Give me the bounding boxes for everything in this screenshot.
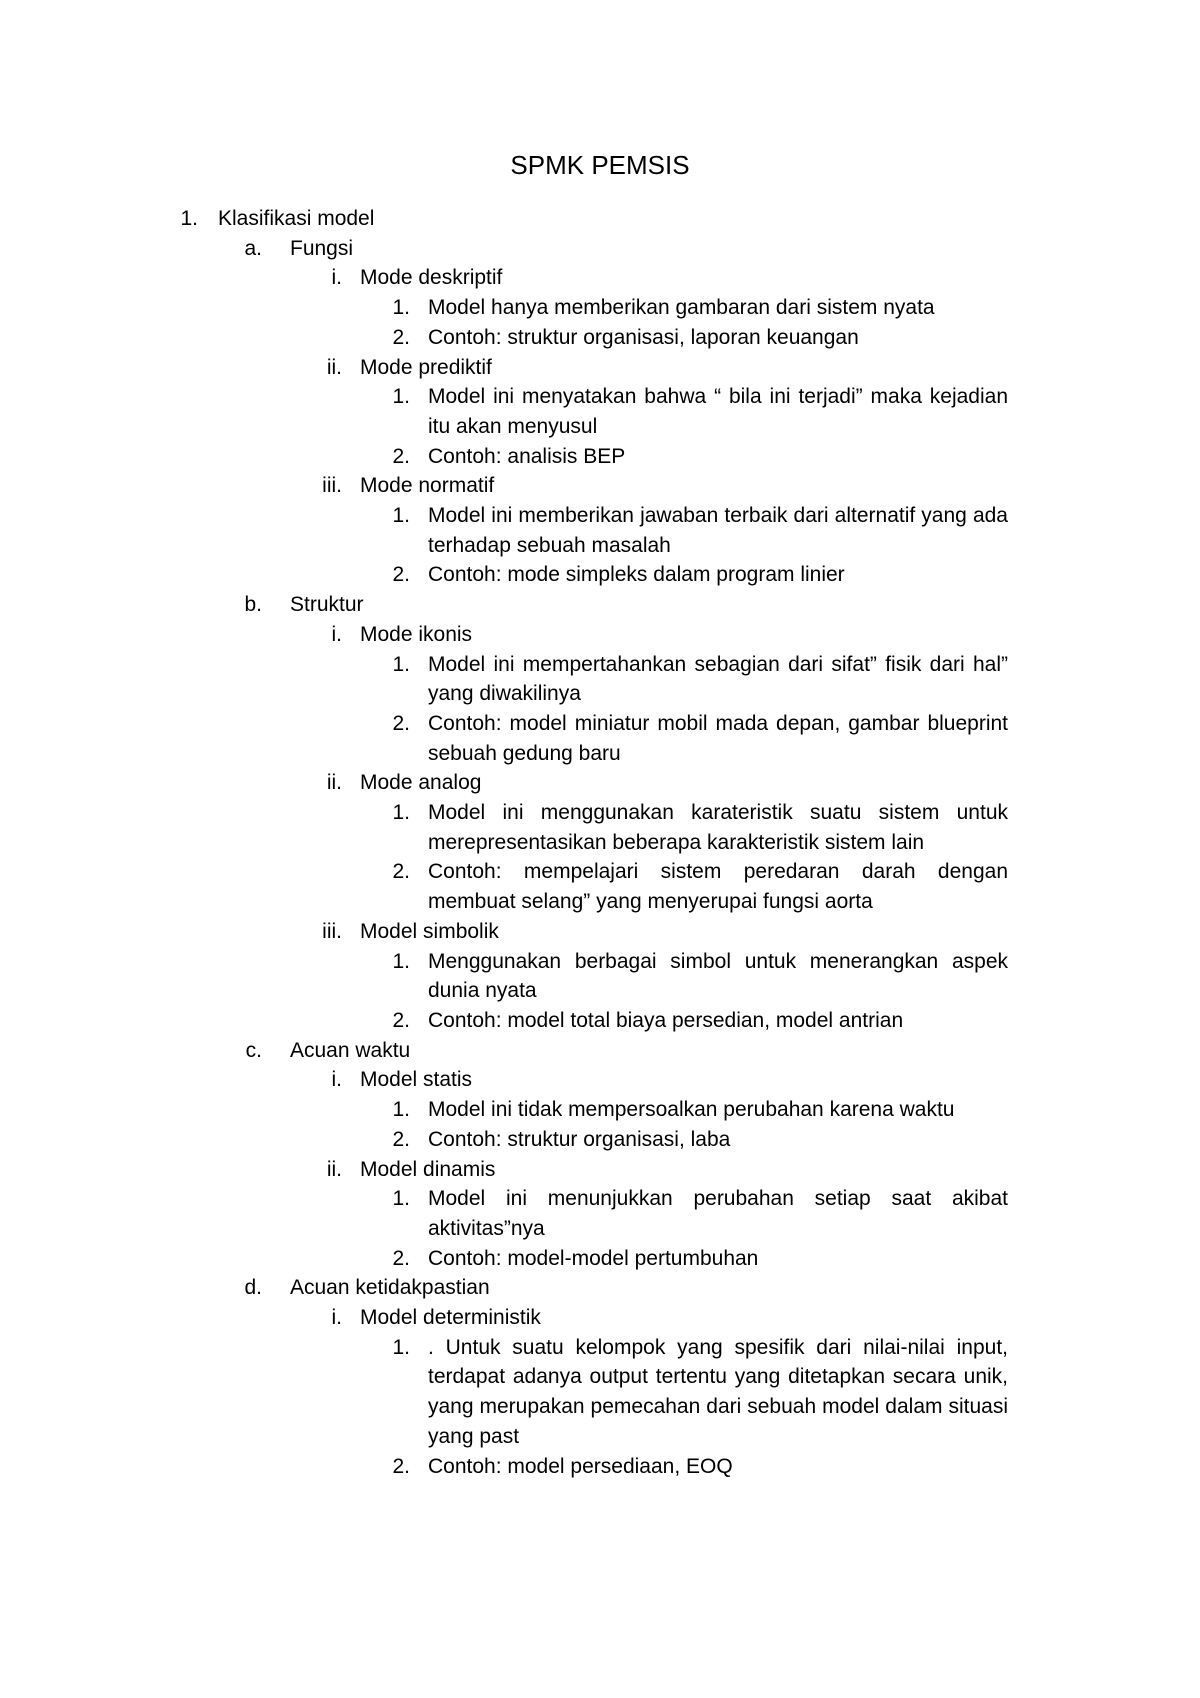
list-marker: 2.: [392, 1454, 410, 1478]
outline-list: [0, 204, 1200, 1481]
list-item: [0, 1125, 1200, 1155]
list-item: [0, 1333, 1200, 1452]
list-marker: a.: [244, 236, 262, 260]
list-item: [0, 650, 1200, 709]
outline-mode: [0, 471, 1200, 501]
list-item-text: Model statis: [360, 1068, 473, 1092]
outline-category: [0, 1036, 1200, 1066]
list-marker: ii.: [326, 771, 342, 795]
list-marker: 2.: [392, 1008, 410, 1032]
list-marker: ii.: [326, 355, 342, 379]
list-item-text: Model dinamis: [360, 1157, 496, 1181]
list-item-text: Contoh: mode simpleks dalam program linier: [428, 563, 845, 587]
list-item-text: Menggunakan berbagai simbol untuk menerangkan aspek dunia nyata: [428, 949, 1008, 1003]
list-marker: 2.: [392, 563, 410, 587]
outline-mode: [0, 353, 1200, 383]
list-item-text: Model deterministik: [360, 1306, 541, 1330]
list-marker: 1.: [392, 385, 410, 409]
document-title: SPMK PEMSIS: [510, 150, 690, 180]
list-marker: 2.: [392, 860, 410, 884]
list-item-text: Contoh: model-model pertumbuhan: [428, 1246, 759, 1270]
outline-category: [0, 590, 1200, 620]
list-marker: iii.: [322, 474, 342, 498]
list-item: [0, 442, 1200, 472]
list-item-text: . Untuk suatu kelompok yang spesifik dari nilai-nilai input, terdapat adanya output tertentu yang ditetapkan secara unik, yang merupakan pemecahan dari sebuah model dalam situasi yang past: [428, 1335, 1008, 1448]
list-item-text: Contoh: analisis BEP: [428, 444, 626, 468]
list-marker: 1.: [392, 652, 410, 676]
list-item-text: Struktur: [290, 593, 364, 617]
outline-section: [0, 204, 1200, 234]
outline-mode: [0, 1065, 1200, 1095]
list-marker: 1.: [392, 1335, 410, 1359]
list-item: [0, 1095, 1200, 1125]
list-item-text: Klasifikasi model: [218, 207, 375, 230]
list-item-text: Fungsi: [290, 236, 354, 260]
outline-mode: [0, 768, 1200, 798]
list-item-text: Model ini memberikan jawaban terbaik dari alternatif yang ada terhadap sebuah masalah: [428, 504, 1008, 557]
list-item: [0, 857, 1200, 916]
list-item-text: Mode ikonis: [360, 622, 473, 646]
list-item: [0, 501, 1200, 560]
list-marker: 2.: [392, 325, 410, 349]
list-item-text: Acuan waktu: [290, 1038, 411, 1062]
outline-category: [0, 1273, 1200, 1303]
list-marker: i.: [331, 266, 342, 290]
list-marker: 1.: [392, 1098, 410, 1122]
list-marker: 1.: [392, 949, 410, 973]
list-item-text: Contoh: model miniatur mobil mada depan, gambar blueprint sebuah gedung baru: [428, 711, 1008, 765]
outline-mode: [0, 263, 1200, 293]
list-item-text: Contoh: model persediaan, EOQ: [428, 1454, 733, 1478]
list-item-text: Acuan ketidakpastian: [290, 1276, 490, 1300]
list-item-text: Contoh: struktur organisasi, laporan keuangan: [428, 325, 859, 349]
list-marker: b.: [244, 593, 262, 617]
list-marker: i.: [331, 622, 342, 646]
list-item: [0, 709, 1200, 768]
list-marker: i.: [331, 1068, 342, 1092]
list-item: [0, 382, 1200, 441]
outline-category: [0, 234, 1200, 264]
list-marker: iii.: [322, 919, 342, 943]
list-marker: 1.: [180, 207, 198, 230]
outline-mode: [0, 620, 1200, 650]
list-item-text: Contoh: mempelajari sistem peredaran darah dengan membuat selang” yang menyerupai fungsi aorta: [428, 860, 1008, 914]
outline-mode: [0, 1303, 1200, 1333]
list-item-text: Mode prediktif: [360, 355, 492, 379]
list-item: [0, 1006, 1200, 1036]
list-marker: i.: [331, 1306, 342, 1330]
list-marker: ii.: [326, 1157, 342, 1181]
list-marker: 2.: [392, 711, 410, 735]
list-item: [0, 1184, 1200, 1243]
list-marker: c.: [245, 1038, 262, 1062]
list-marker: 2.: [392, 1127, 410, 1151]
list-item-text: Model hanya memberikan gambaran dari sistem nyata: [428, 296, 935, 320]
list-item: [0, 1244, 1200, 1274]
outline-mode: [0, 917, 1200, 947]
list-marker: d.: [244, 1276, 262, 1300]
list-item-text: Mode deskriptif: [360, 266, 503, 290]
list-item-text: Mode analog: [360, 771, 482, 795]
list-item-text: Contoh: model total biaya persedian, model antrian: [428, 1008, 904, 1032]
list-item-text: Contoh: struktur organisasi, laba: [428, 1127, 731, 1151]
list-marker: 2.: [392, 444, 410, 468]
list-item-text: Model ini tidak mempersoalkan perubahan karena waktu: [428, 1098, 955, 1122]
list-item: [0, 798, 1200, 857]
list-item-text: Mode normatif: [360, 474, 495, 498]
list-marker: 1.: [392, 296, 410, 320]
list-item-text: Model ini menunjukkan perubahan setiap saat akibat aktivitas”nya: [428, 1187, 1008, 1240]
list-marker: 1.: [392, 504, 410, 528]
list-marker: 1.: [392, 801, 410, 825]
list-item: [0, 947, 1200, 1006]
list-item: [0, 560, 1200, 590]
list-marker: 2.: [392, 1246, 410, 1270]
list-item: [0, 293, 1200, 323]
list-item: [0, 323, 1200, 353]
list-item-text: Model ini mempertahankan sebagian dari sifat” fisik dari hal” yang diwakilinya: [428, 652, 1008, 706]
list-item-text: Model simbolik: [360, 919, 499, 943]
outline-mode: [0, 1155, 1200, 1185]
list-item: [0, 1452, 1200, 1482]
list-marker: 1.: [392, 1187, 410, 1211]
list-item-text: Model ini menggunakan karateristik suatu sistem untuk merepresentasikan beberapa karakteristik sistem lain: [428, 801, 1008, 854]
list-item-text: Model ini menyatakan bahwa “ bila ini terjadi” maka kejadian itu akan menyusul: [428, 385, 1008, 438]
